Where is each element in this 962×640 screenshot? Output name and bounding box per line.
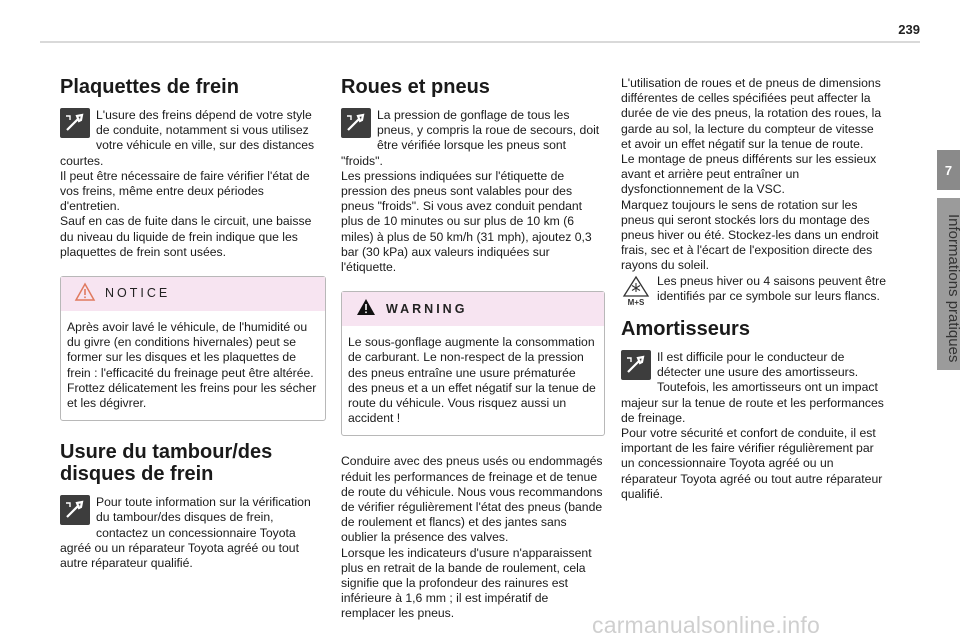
wrench-manual-icon	[621, 350, 651, 380]
tyre-pressure-text-2: Les pressions indiquées sur l'étiquette de pression des pneus sont valables pour des pneus "froids". Si vous avez conduit pendant plus de 10 minutes ou sur plus de 10 km (6 miles) à plus de 50 km/h (31 mph), ajoutez 0,3 bar (30 kPa) aux valeurs indiquées sur l'étiquette.	[341, 168, 592, 275]
warning-text: Le sous-gonflage augmente la consommation de carburant. Le non-respect de la pression des pneus entraîne une usure prématurée des pneus et a un effet négatif sur la tenue de route du véhicule. Vous risquez aussi un accident !	[348, 335, 596, 426]
winter-tyres-text: Les pneus hiver ou 4 saisons peuvent être identifiés par ce symbole sur leurs flancs.	[657, 273, 887, 303]
snowflake-ms-icon	[621, 274, 651, 306]
tyre-pressure-text-1: La pression de gonflage de tous les pneus, y compris la roue de secours, doit être vérifiée lorsque les pneus sont "froids".	[341, 108, 600, 168]
shock-absorbers-text-1: Il est difficile pour le conducteur de détecter une usure des amortisseurs. Toutefois, les amortisseurs ont un impact majeur sur la tenue de route et les performances de freinage.	[621, 350, 884, 425]
notice-box	[60, 276, 326, 421]
wrench-manual-icon	[60, 108, 90, 138]
notice-text: Après avoir lavé le véhicule, de l'humidité ou du givre (en conditions hivernales) peut se former sur les disques et les plaquettes de frein : l'efficacité du freinage peut être altérée. Frottez délicatement les freins pour les sécher et les dégivrer.	[67, 320, 317, 411]
page-number: 239	[898, 22, 920, 37]
watermark: carmanualsonline.info	[592, 612, 820, 638]
notice-label: NOTICE	[105, 286, 171, 301]
warning-triangle-icon	[356, 298, 376, 320]
warning-triangle-icon	[75, 283, 95, 305]
worn-tyres-text: Conduire avec des pneus usés ou endommagés réduit les performances de freinage et de tenue de route du véhicule. Nous vous recommandons de vérifier régulièrement l'état des pneus (bande de roulement et flancs) et des jantes sans oublier la présence des valves.	[341, 454, 603, 545]
wrench-manual-icon	[341, 108, 371, 138]
chapter-tab[interactable]: 7	[937, 150, 960, 190]
column-wheels-tyres	[341, 76, 605, 622]
heading-shock-absorbers: Amortisseurs	[621, 318, 750, 341]
mixed-tyres-text: Le montage de pneus différents sur les essieux avant et arrière peut entraîner un dysfonctionnement de la VSC.	[621, 152, 877, 197]
header-divider	[40, 41, 920, 43]
column-brakes	[60, 76, 326, 571]
shock-absorbers-text-2: Pour votre sécurité et confort de conduite, il est important de les faire vérifier régulièrement par un concessionnaire Toyota agréé ou un réparateur Toyota agréé ou tout autre réparateur qualifié.	[621, 426, 883, 501]
warning-label: WARNING	[386, 301, 468, 316]
drum-disc-text: Pour toute information sur la vérification du tambour/des disques de frein, contactez un concessionnaire Toyota agréé ou un réparateur Toyota agréé ou tout autre réparateur qualifié.	[60, 495, 311, 571]
tyre-storage-text: Marquez toujours le sens de rotation sur les pneus qui seront stockés lors du montage des pneus hiver ou été. Stockez-les dans un endroit frais, sec et à l'écart de l'exposition directe des rayons du soleil.	[621, 197, 879, 273]
heading-wheels-tyres: Roues et pneus	[341, 76, 490, 98]
notice-header	[61, 277, 325, 311]
warning-header	[342, 292, 604, 326]
warning-box	[341, 291, 605, 436]
heading-brake-pads: Plaquettes de frein	[60, 76, 239, 98]
chapter-title: Informations pratiques	[945, 214, 962, 363]
column-tyres-shocks	[621, 76, 887, 502]
wrench-manual-icon	[60, 495, 90, 525]
heading-drum-disc-wear: Usure du tambour/des disques de frein	[60, 441, 273, 486]
brake-pads-text-2: Il peut être nécessaire de faire vérifier l'état de vos freins, même entre deux périodes d'entretien.	[60, 168, 310, 214]
ms-symbol-text: M+S	[627, 297, 645, 307]
tyre-dimensions-text: L'utilisation de roues et de pneus de dimensions différentes de celles spécifiées peut affecter la durée de vie des pneus, la rotation des roues, la garde au sol, la lecture du compteur de vitesse et avoir un effet négatif sur la tenue de route.	[621, 76, 882, 151]
wear-indicator-text: Lorsque les indicateurs d'usure n'apparaissent plus en retrait de la bande de roulement, cela signifie que la profondeur des rainures est inférieure à 1,6 mm ; il est impératif de remplacer les pneus.	[341, 545, 592, 621]
brake-pads-text-1: L'usure des freins dépend de votre style de conduite, notamment si vous utilisez votre véhicule en ville, sur des distances courtes.	[60, 108, 315, 168]
brake-pads-text-3: Sauf en cas de fuite dans le circuit, une baisse du niveau du liquide de frein indique que les plaquettes de frein sont usées.	[60, 214, 312, 259]
